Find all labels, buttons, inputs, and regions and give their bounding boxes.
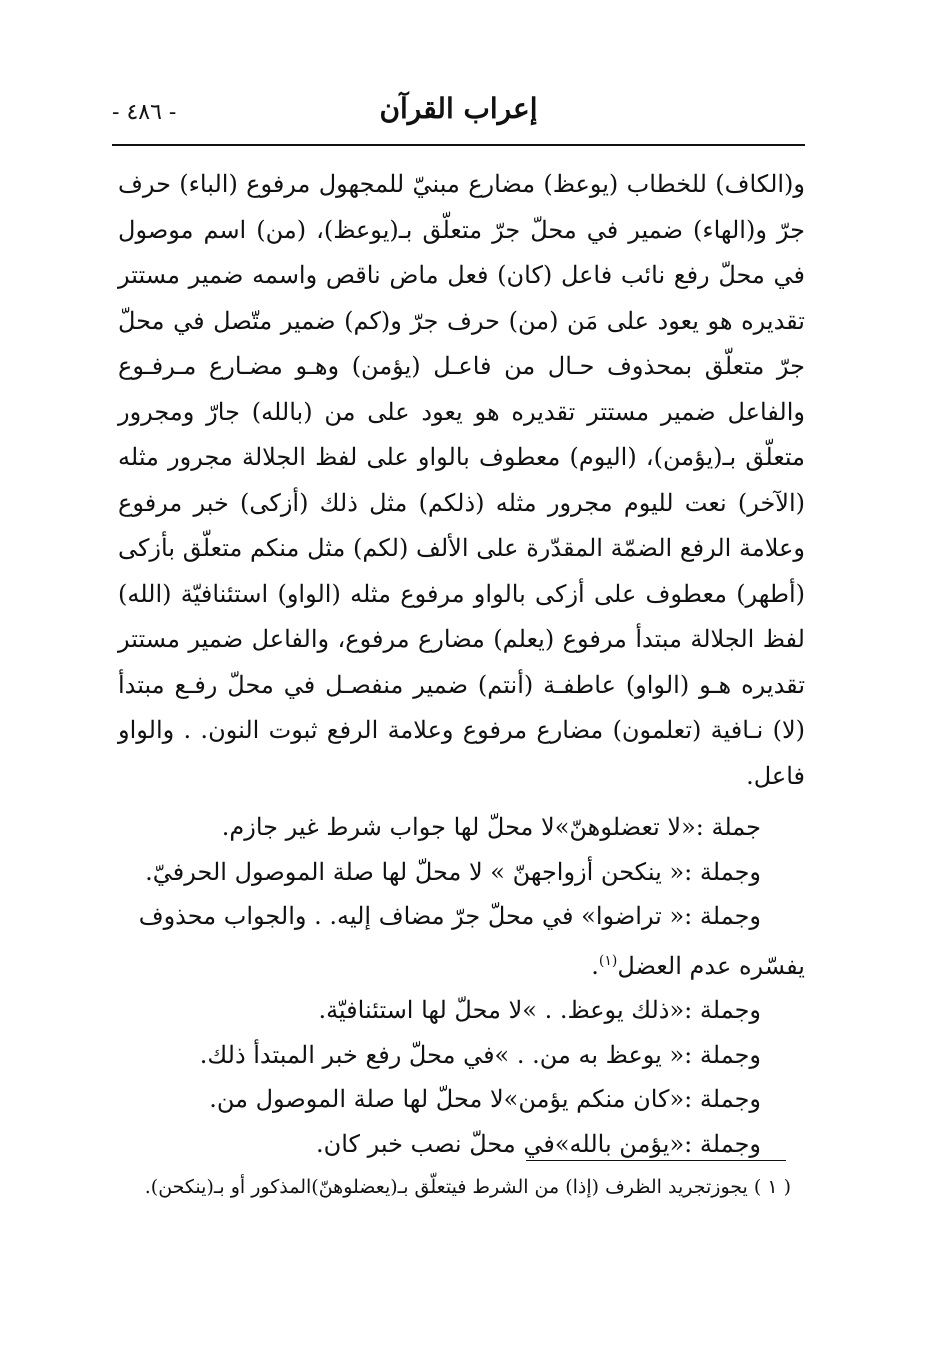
sentence-item: جملة :«لا تعضلوهنّ»لا محلّ لها جواب شرط غير جازم. [221, 813, 761, 841]
footnote-reference: (١) [598, 952, 618, 969]
main-text [118, 162, 805, 1166]
footnote-divider [526, 1160, 786, 1161]
sentence-item [118, 894, 805, 988]
sentence-item: وجملة :«كان منكم يؤمن»لا محلّ لها صلة الموصول من. [209, 1085, 761, 1113]
sentence-item: وجملة :«يؤمن بالله»في محلّ نصب خبر كان. [315, 1129, 761, 1158]
sentence-item: وجملة :«ذلك يوعظ. . »لا محلّ لها استئنافيّة. [318, 996, 761, 1024]
sentence-item: وجملة :« ينكحن أزواجهنّ » لا محلّ لها صلة الموصول الحرفيّ. [145, 857, 761, 886]
page-number: - ٤٨٦ - [112, 100, 177, 125]
header-divider [112, 144, 805, 146]
sentence-item: وجملة :« يوعظ به من. . »في محلّ رفع خبر المبتدأ ذلك. [199, 1040, 761, 1069]
sentence-continuation: يفسّره عدم العضل$^{(١)}$. [591, 951, 805, 980]
sentence-list [118, 805, 805, 1166]
page-header [112, 92, 805, 136]
running-title: إعراب القرآن [379, 92, 538, 125]
footnote: ( ١ ) يجوزتجريد الظرف (إذا) من الشرط فيتعلّق بـ(يعضلوهنّ)المذكور أو بـ(ينكحن). [144, 1176, 791, 1198]
parsing-paragraph: و(الكاف) للخطاب (يوعظ) مضارع مبنيّ للمجهول مرفوع (الباء) حرف جرّ و(الهاء) ضمير في محلّ جرّ متعلّق بـ(يوعظ)، (من) اسم موصول في محلّ رفع نائب فاعل (كان) فعل ماض ناقص واسمه ضمير مستتر تقديره هو يعود على مَن (من) حرف جرّ و(كم) ضمير متّصل في محلّ جرّ متعلّق بمحذوف حـال من فاعـل (يؤمن) وهـو مضـارع مـرفـوع والفاعل ضمير مستتر تقديره هو يعود على من (بالله) جارّ ومجرور متعلّق بـ(يؤمن)، (اليوم) معطوف بالواو على لفظ الجلالة مجرور مثله (الآخر) نعت لليوم مجرور مثله (ذلكم) مثل ذلك (أزكى) خبر مرفوع وعلامة الرفع الضمّة المقدّرة على الألف (لكم) مثل منكم متعلّق بأزكى (أطهر) معطوف على أزكى بالواو مرفوع مثله (الواو) استئنافيّة (الله) لفظ الجلالة مبتدأ مرفوع (يعلم) مضارع مرفوع، والفاعل ضمير مستتر تقديره هـو (الواو) عاطفـة (أنتم) ضمير منفصـل في محلّ رفـع مبتدأ (لا) نـافية (تعلمون) مضارع مرفوع وعلامة الرفع ثبوت النون. . والواو فاعل. [118, 170, 805, 790]
sentence-text: وجملة :« تراضوا» في محلّ جرّ مضاف إليه. . والجواب محذوف [138, 902, 761, 930]
